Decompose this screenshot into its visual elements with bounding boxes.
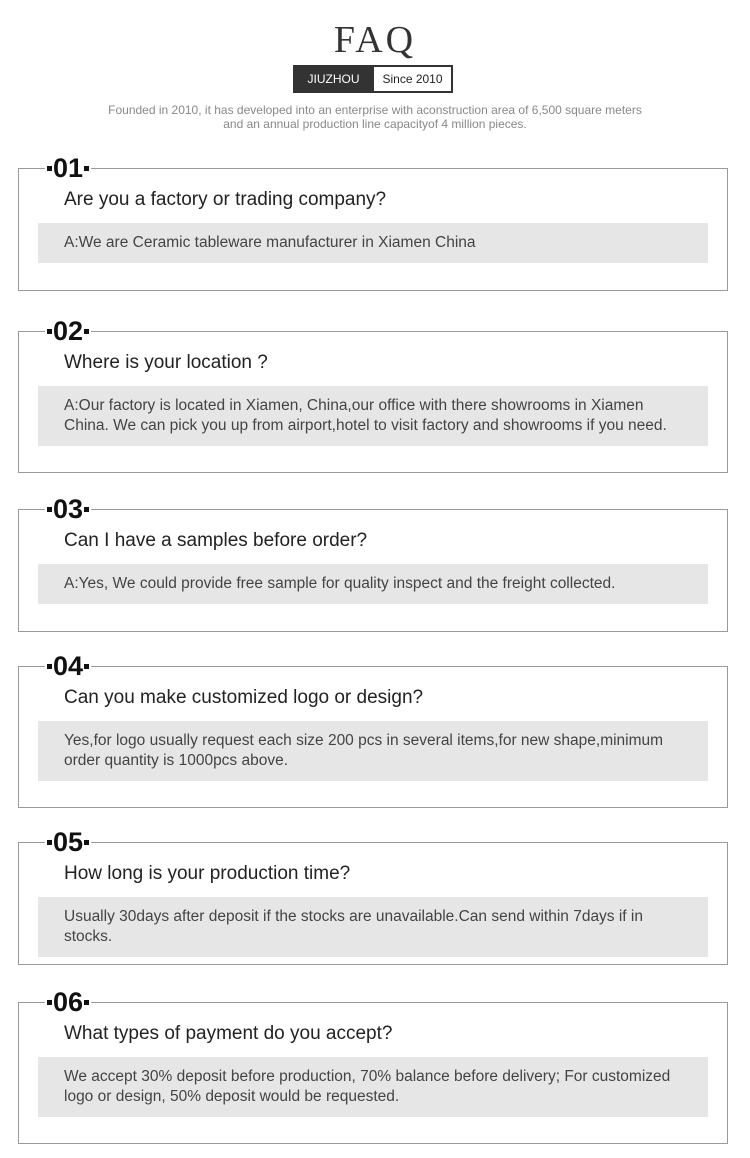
since-year: Since 2010: [374, 65, 453, 93]
faq-answer: A:We are Ceramic tableware manufacturer in Xiamen China: [38, 223, 708, 263]
faq-card-03: [18, 494, 728, 632]
faq-card-06: [18, 987, 728, 1144]
faq-question: Where is your location ?: [64, 352, 268, 373]
faq-question: How long is your production time?: [64, 863, 351, 884]
faq-answer: We accept 30% deposit before production, 70% balance before delivery; For customized logo or design, 50% deposit would be requested.: [38, 1057, 708, 1117]
intro-text: Founded in 2010, it has developed into an enterprise with aconstruction area of 6,500 square meters and an annual production line capacityof 4 million pieces.: [108, 103, 642, 131]
faq-number: 03: [45, 493, 91, 525]
faq-number: 02: [45, 315, 91, 347]
faq-card-04: [18, 651, 728, 808]
brand-name: JIUZHOU: [293, 65, 374, 93]
faq-answer: A:Yes, We could provide free sample for quality inspect and the freight collected.: [38, 564, 708, 604]
faq-number: 05: [45, 826, 91, 858]
faq-question: What types of payment do you accept?: [64, 1023, 393, 1044]
faq-number: 01: [45, 152, 91, 184]
faq-answer: A:Our factory is located in Xiamen, China,our office with there showrooms in Xiamen China. We can pick you up from airport,hotel to visit factory and showrooms if you need.: [38, 386, 708, 446]
faq-question: Can I have a samples before order?: [64, 530, 368, 551]
faq-question: Are you a factory or trading company?: [64, 189, 387, 210]
brand-badge: [293, 65, 453, 93]
faq-number: 04: [45, 650, 91, 682]
faq-card-01: [18, 153, 728, 291]
page-title: FAQ: [333, 19, 417, 61]
faq-answer: Yes,for logo usually request each size 200 pcs in several items,for new shape,minimum order quantity is 1000pcs above.: [38, 721, 708, 781]
faq-card-05: [18, 827, 728, 965]
faq-answer: Usually 30days after deposit if the stocks are unavailable.Can send within 7days if in stocks.: [38, 897, 708, 957]
faq-question: Can you make customized logo or design?: [64, 687, 424, 708]
faq-number: 06: [45, 986, 91, 1018]
faq-card-02: [18, 316, 728, 473]
